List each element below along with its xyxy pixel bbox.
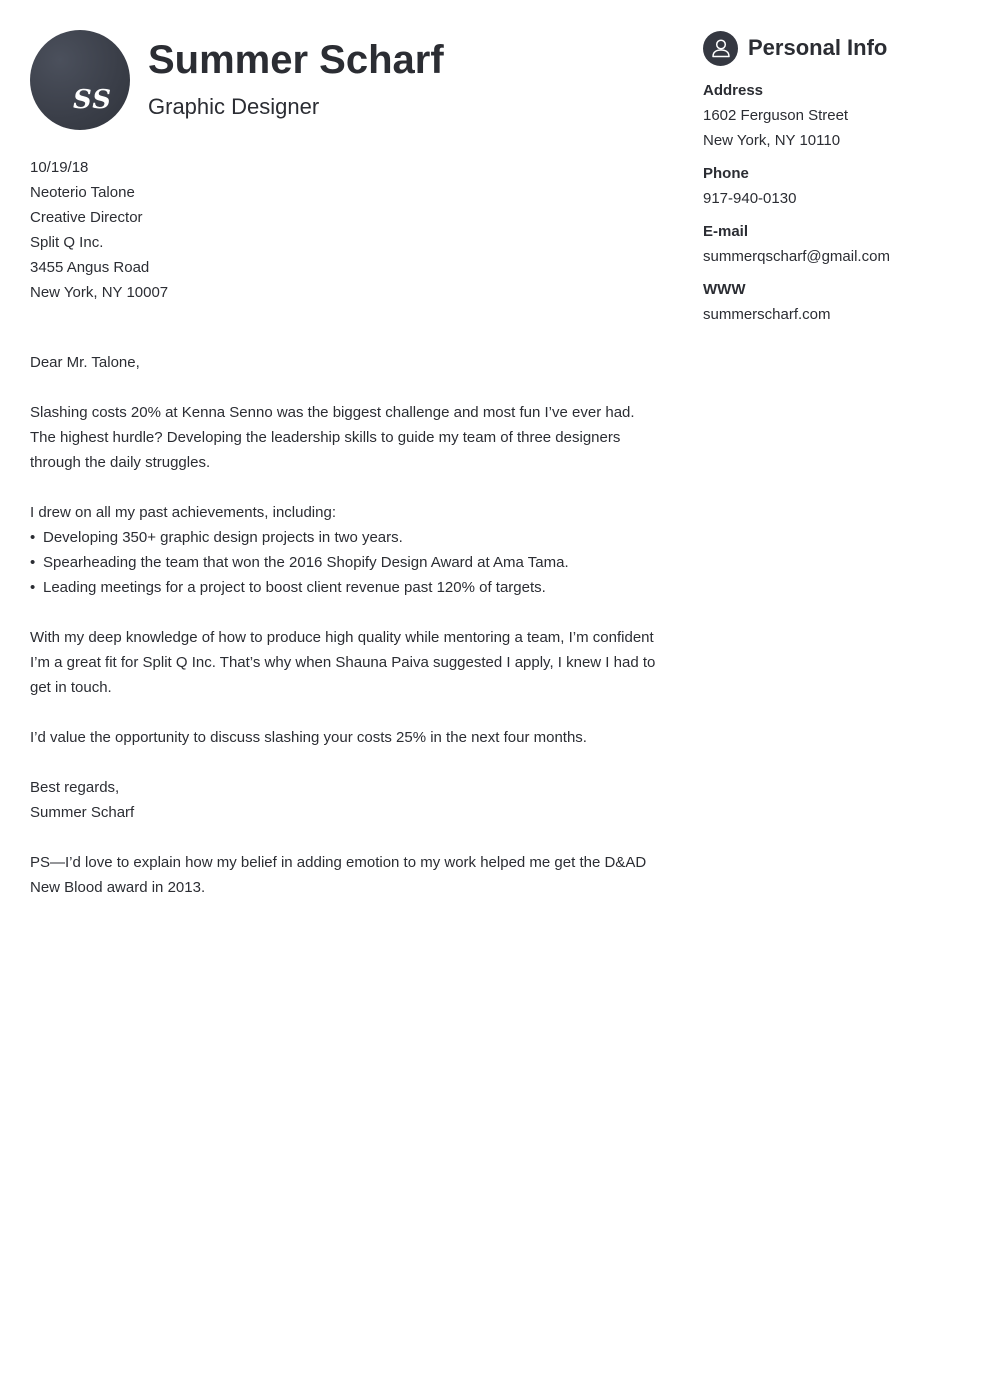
recipient-city: New York, NY 10007	[30, 284, 169, 301]
achievements-list	[30, 525, 660, 600]
personal-info-title: Personal Info	[748, 35, 888, 60]
list-item	[30, 550, 660, 575]
list-item-text: Developing 350+ graphic design projects in two years.	[43, 529, 403, 546]
personal-info-sidebar	[703, 30, 963, 335]
resume-header	[30, 30, 444, 130]
personal-info-header	[703, 30, 963, 66]
bullet-dot: •	[30, 529, 36, 546]
cover-letter-body	[30, 155, 660, 900]
bullet-dot: •	[30, 554, 36, 571]
list-item-text: Leading meetings for a project to boost client revenue past 120% of targets.	[43, 579, 546, 596]
bullets-intro: I drew on all my past achievements, including:	[30, 504, 336, 521]
address-line2: New York, NY 10110	[703, 132, 841, 149]
salutation: Dear Mr. Talone,	[30, 354, 140, 371]
phone-group	[703, 161, 963, 211]
address-group	[703, 78, 963, 153]
recipient-block	[30, 180, 660, 305]
sign-off	[30, 775, 660, 825]
applicant-name: Summer Scharf	[148, 38, 444, 82]
email-value: summerqscharf@gmail.com	[703, 248, 890, 265]
www-label: WWW	[703, 281, 746, 298]
bullet-dot: •	[30, 579, 36, 596]
recipient-name: Neoterio Talone	[30, 184, 135, 201]
person-icon	[703, 31, 738, 66]
phone-value: 917-940-0130	[703, 190, 797, 207]
signature: Summer Scharf	[30, 804, 135, 821]
paragraph-opening: Slashing costs 20% at Kenna Senno was the biggest challenge and most fun I’ve ever had. The highest hurdle? Developing the leadership skills to guide my team of three designers through the daily struggles.	[30, 404, 635, 471]
email-group	[703, 219, 963, 269]
address-label: Address	[703, 82, 764, 99]
list-item	[30, 525, 660, 550]
avatar-initials: SS	[73, 85, 112, 115]
email-label: E-mail	[703, 223, 749, 240]
avatar	[30, 30, 130, 130]
recipient-street: 3455 Angus Road	[30, 259, 150, 276]
paragraph-fit: With my deep knowledge of how to produce high quality while mentoring a team, I’m confident I’m a great fit for Split Q Inc. That’s why when Shauna Paiva suggested I apply, I knew I had to get in touch.	[30, 629, 656, 696]
closing: Best regards,	[30, 779, 120, 796]
paragraph-call-to-action: I’d value the opportunity to discuss slashing your costs 25% in the next four months.	[30, 729, 587, 746]
list-item	[30, 575, 660, 600]
phone-label: Phone	[703, 165, 749, 182]
www-group	[703, 277, 963, 327]
letter-date: 10/19/18	[30, 159, 89, 176]
recipient-company: Split Q Inc.	[30, 234, 104, 251]
postscript: PS—I’d love to explain how my belief in adding emotion to my work helped me get the D&AD New Blood award in 2013.	[30, 854, 647, 896]
applicant-role: Graphic Designer	[148, 94, 320, 119]
address-line1: 1602 Ferguson Street	[703, 107, 849, 124]
recipient-title: Creative Director	[30, 209, 143, 226]
name-block	[148, 30, 444, 120]
list-item-text: Spearheading the team that won the 2016 Shopify Design Award at Ama Tama.	[43, 554, 569, 571]
www-value: summerscharf.com	[703, 306, 831, 323]
